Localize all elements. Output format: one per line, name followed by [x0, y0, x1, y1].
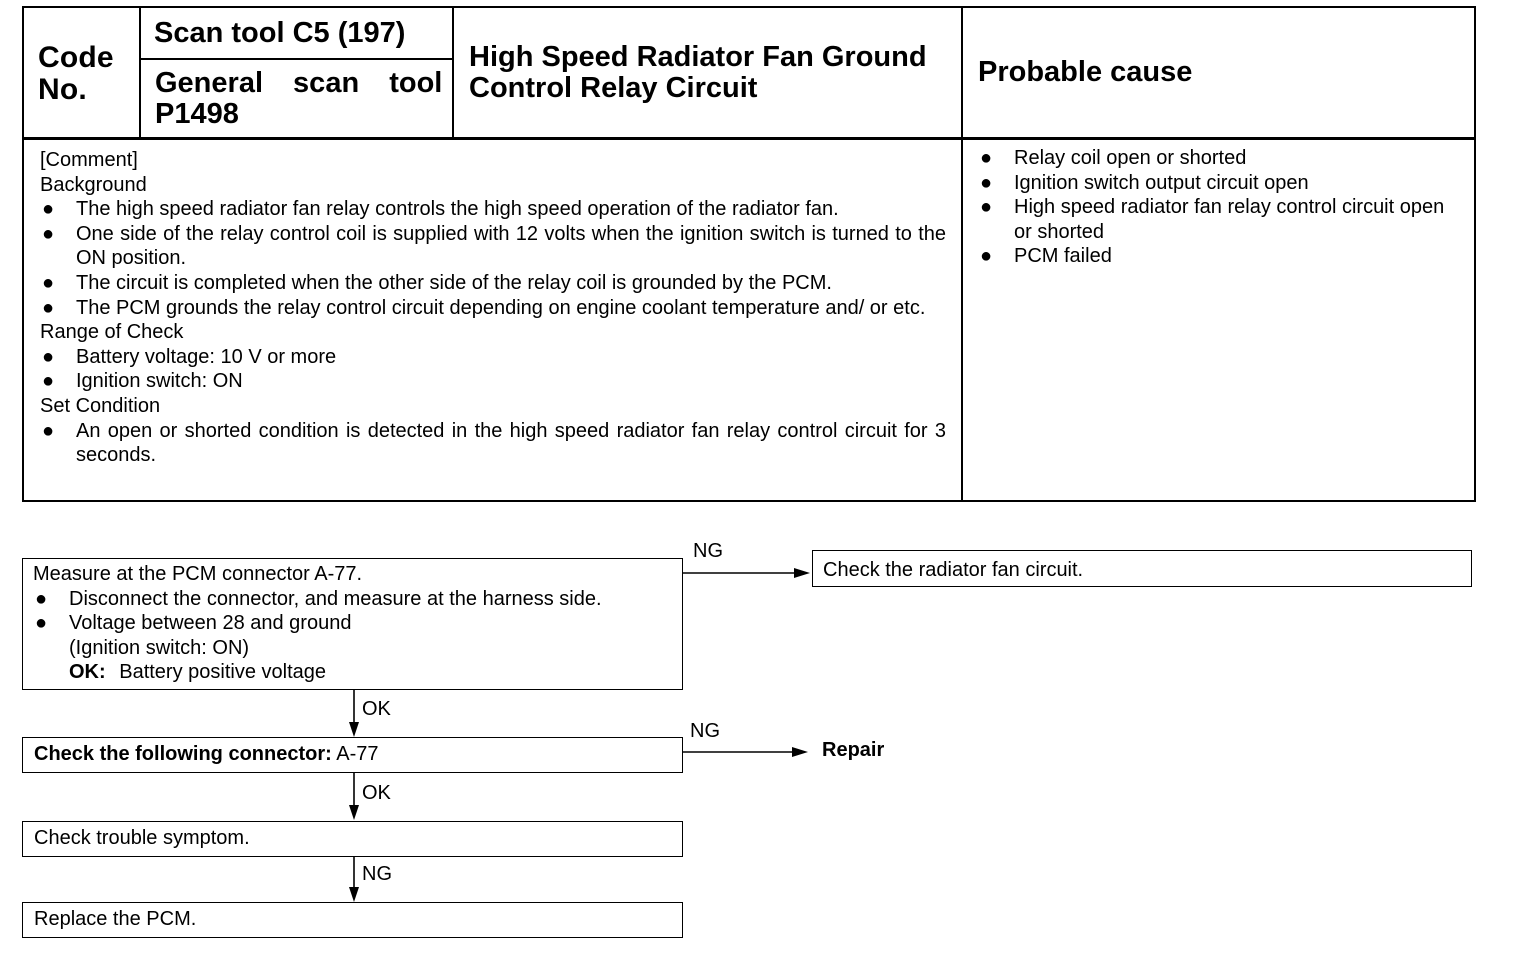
bullet-icon: ● — [42, 222, 55, 245]
step-measure-ok — [33, 660, 678, 685]
bullet-icon: ● — [35, 587, 48, 610]
page-title: High Speed Radiator Fan Ground Control Relay Circuit — [469, 41, 927, 104]
step-symptom-text: Check trouble symptom. — [34, 827, 250, 849]
range-heading: Range of Check — [40, 321, 184, 344]
scan-tool-code: Scan tool C5 (197) — [154, 17, 406, 49]
result-radiator-fan-text: Check the radiator fan circuit. — [823, 559, 1084, 581]
bullet-icon: ● — [42, 296, 55, 319]
bullet-icon: ● — [35, 612, 48, 635]
list-item: ● An open or shorted condition is detected in the high speed radiator fan relay control circuit for 3 seconds. — [42, 419, 946, 467]
step-connector-bold: Check the following connector: — [34, 743, 332, 765]
list-item: ● Ignition switch output circuit open — [980, 171, 1309, 194]
code-no-heading: Code No. — [38, 41, 114, 106]
bullet-icon: ● — [980, 196, 993, 219]
bullet-icon: ● — [42, 271, 55, 294]
step-replace-text: Replace the PCM. — [34, 908, 197, 930]
ng-label-3: NG — [362, 863, 392, 885]
list-item: ● The high speed radiator fan relay controls the high speed operation of the radiator fan. — [42, 198, 839, 221]
bullet-icon: ● — [42, 198, 55, 221]
ok-label-2: OK — [362, 782, 391, 804]
general-scan-tool-label: General scan tool — [155, 67, 443, 99]
list-item: ● One side of the relay control coil is supplied with 12 volts when the ignition switch is turned to the ON position. — [42, 222, 946, 270]
background-heading: Background — [40, 173, 147, 196]
ng-label-2: NG — [690, 720, 720, 742]
bullet-icon: ● — [42, 370, 55, 393]
list-item: ● Disconnect the connector, and measure at the harness side. — [35, 587, 602, 610]
comment-label: [Comment] — [40, 149, 138, 171]
set-condition-heading: Set Condition — [40, 394, 161, 417]
general-scan-tool-code: P1498 — [155, 98, 239, 130]
list-item: ● PCM failed — [980, 245, 1112, 268]
ng-label-1: NG — [693, 540, 723, 562]
step-measure-title: Measure at the PCM connector A-77. — [33, 563, 363, 585]
list-item: ● Voltage between 28 and ground — [35, 612, 352, 635]
result-repair-text: Repair — [822, 739, 885, 761]
list-item: ● High speed radiator fan relay control circuit open or shorted — [980, 196, 1445, 243]
arrow-head-icon — [349, 722, 359, 737]
arrow-head-icon — [349, 887, 359, 902]
step-measure-content — [33, 562, 678, 685]
bullet-icon: ● — [980, 245, 993, 268]
list-item: ● Ignition switch: ON — [42, 370, 243, 393]
step-connector-text — [34, 742, 379, 767]
bullet-icon: ● — [42, 345, 55, 368]
bullet-icon: ● — [980, 171, 993, 194]
bullet-icon: ● — [980, 147, 993, 169]
arrow-head-icon — [349, 805, 359, 820]
arrow-head-icon — [794, 568, 810, 578]
bullet-icon: ● — [42, 419, 55, 442]
list-item: ● Battery voltage: 10 V or more — [42, 345, 337, 368]
probable-cause-heading: Probable cause — [978, 56, 1193, 88]
ok-label-1: OK — [362, 698, 391, 720]
list-item: ● The circuit is completed when the other side of the relay coil is grounded by the PCM. — [42, 271, 832, 294]
step-measure-sub: (Ignition switch: ON) — [69, 636, 250, 659]
step-connector-value: A-77 — [336, 743, 379, 765]
ok-label: OK: — [69, 661, 106, 684]
list-item: ● Relay coil open or shorted — [980, 147, 1247, 169]
ok-value: Battery positive voltage — [119, 661, 327, 684]
list-item: ● The PCM grounds the relay control circuit depending on engine coolant temperature and/ or etc. — [42, 296, 926, 319]
arrow-head-icon — [792, 747, 808, 757]
